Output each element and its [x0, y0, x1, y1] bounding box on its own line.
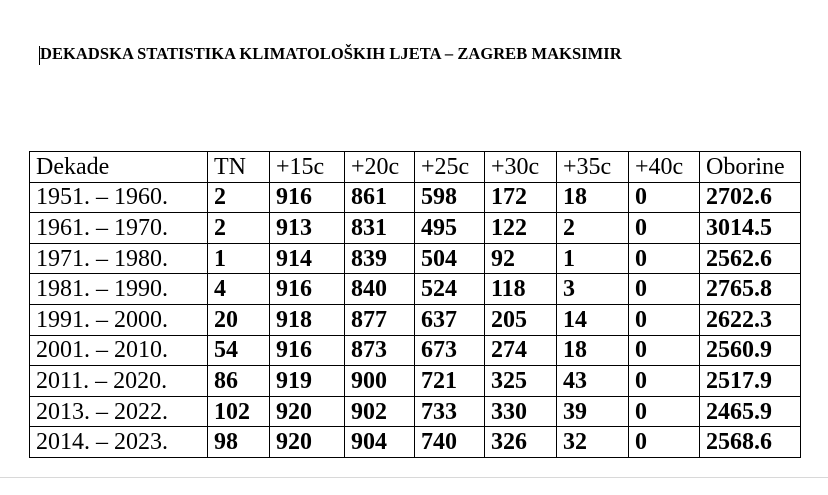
cell-tn: 102 [208, 396, 270, 427]
cell-15c: 916 [270, 274, 345, 305]
cell-40c: 0 [629, 304, 700, 335]
cell-period: 1991. – 2000. [30, 304, 208, 335]
cell-15c: 920 [270, 427, 345, 458]
table-header-row [30, 152, 801, 183]
cell-20c: 873 [345, 335, 415, 366]
cell-period: 1961. – 1970. [30, 213, 208, 244]
cell-25c: 673 [415, 335, 485, 366]
cell-35c: 2 [557, 213, 629, 244]
cell-tn: 86 [208, 366, 270, 397]
cell-30c: 205 [485, 304, 557, 335]
cell-20c: 840 [345, 274, 415, 305]
cell-25c: 504 [415, 243, 485, 274]
cell-35c: 18 [557, 335, 629, 366]
cell-40c: 0 [629, 366, 700, 397]
cell-40c: 0 [629, 182, 700, 213]
cell-25c: 524 [415, 274, 485, 305]
cell-30c: 172 [485, 182, 557, 213]
cell-tn: 4 [208, 274, 270, 305]
cell-period: 1971. – 1980. [30, 243, 208, 274]
cell-oborine: 2560.9 [700, 335, 801, 366]
header-cell-tn: TN [208, 152, 270, 183]
cell-40c: 0 [629, 396, 700, 427]
cell-30c: 330 [485, 396, 557, 427]
cell-35c: 43 [557, 366, 629, 397]
cell-20c: 861 [345, 182, 415, 213]
header-cell-35c: +35c [557, 152, 629, 183]
cell-30c: 92 [485, 243, 557, 274]
cell-35c: 39 [557, 396, 629, 427]
cell-15c: 916 [270, 182, 345, 213]
table-row [30, 243, 801, 274]
cell-tn: 98 [208, 427, 270, 458]
cell-40c: 0 [629, 274, 700, 305]
table-row [30, 304, 801, 335]
cell-tn: 20 [208, 304, 270, 335]
header-cell-30c: +30c [485, 152, 557, 183]
cell-30c: 326 [485, 427, 557, 458]
cell-25c: 495 [415, 213, 485, 244]
cell-20c: 839 [345, 243, 415, 274]
cell-15c: 916 [270, 335, 345, 366]
cell-25c: 740 [415, 427, 485, 458]
cell-35c: 3 [557, 274, 629, 305]
cell-35c: 32 [557, 427, 629, 458]
cell-15c: 920 [270, 396, 345, 427]
cell-tn: 2 [208, 182, 270, 213]
table-row [30, 182, 801, 213]
cell-15c: 919 [270, 366, 345, 397]
cell-period: 2001. – 2010. [30, 335, 208, 366]
cell-period: 1981. – 1990. [30, 274, 208, 305]
header-cell-15c: +15c [270, 152, 345, 183]
cell-20c: 904 [345, 427, 415, 458]
cell-oborine: 2622.3 [700, 304, 801, 335]
cell-35c: 1 [557, 243, 629, 274]
cell-40c: 0 [629, 243, 700, 274]
cell-25c: 637 [415, 304, 485, 335]
cell-20c: 900 [345, 366, 415, 397]
cell-oborine: 3014.5 [700, 213, 801, 244]
cell-35c: 18 [557, 182, 629, 213]
cell-oborine: 2702.6 [700, 182, 801, 213]
cell-30c: 122 [485, 213, 557, 244]
cell-oborine: 2517.9 [700, 366, 801, 397]
table-row [30, 427, 801, 458]
table-row [30, 213, 801, 244]
cell-oborine: 2465.9 [700, 396, 801, 427]
cell-oborine: 2568.6 [700, 427, 801, 458]
cell-35c: 14 [557, 304, 629, 335]
page-bottom-edge [0, 477, 828, 495]
cell-tn: 2 [208, 213, 270, 244]
cell-15c: 918 [270, 304, 345, 335]
header-cell-oborine: Oborine [700, 152, 801, 183]
table-row [30, 274, 801, 305]
cell-15c: 914 [270, 243, 345, 274]
table-row [30, 396, 801, 427]
cell-40c: 0 [629, 213, 700, 244]
table-row [30, 366, 801, 397]
cell-30c: 274 [485, 335, 557, 366]
cell-oborine: 2562.6 [700, 243, 801, 274]
decade-statistics-table [29, 151, 801, 458]
cell-15c: 913 [270, 213, 345, 244]
cell-40c: 0 [629, 335, 700, 366]
table-row [30, 335, 801, 366]
header-cell-20c: +20c [345, 152, 415, 183]
cell-30c: 118 [485, 274, 557, 305]
cell-period: 2011. – 2020. [30, 366, 208, 397]
cell-25c: 721 [415, 366, 485, 397]
cell-20c: 902 [345, 396, 415, 427]
cell-period: 2013. – 2022. [30, 396, 208, 427]
document-title: DEKADSKA STATISTIKA KLIMATOLOŠKIH LJETA – ZAGREB MAKSIMIR [40, 44, 622, 63]
cell-30c: 325 [485, 366, 557, 397]
cell-25c: 598 [415, 182, 485, 213]
header-cell-dekade: Dekade [30, 152, 208, 183]
cell-25c: 733 [415, 396, 485, 427]
cell-oborine: 2765.8 [700, 274, 801, 305]
cell-20c: 877 [345, 304, 415, 335]
header-cell-40c: +40c [629, 152, 700, 183]
cell-tn: 54 [208, 335, 270, 366]
cell-20c: 831 [345, 213, 415, 244]
header-cell-25c: +25c [415, 152, 485, 183]
cell-tn: 1 [208, 243, 270, 274]
cell-period: 1951. – 1960. [30, 182, 208, 213]
cell-period: 2014. – 2023. [30, 427, 208, 458]
cell-40c: 0 [629, 427, 700, 458]
